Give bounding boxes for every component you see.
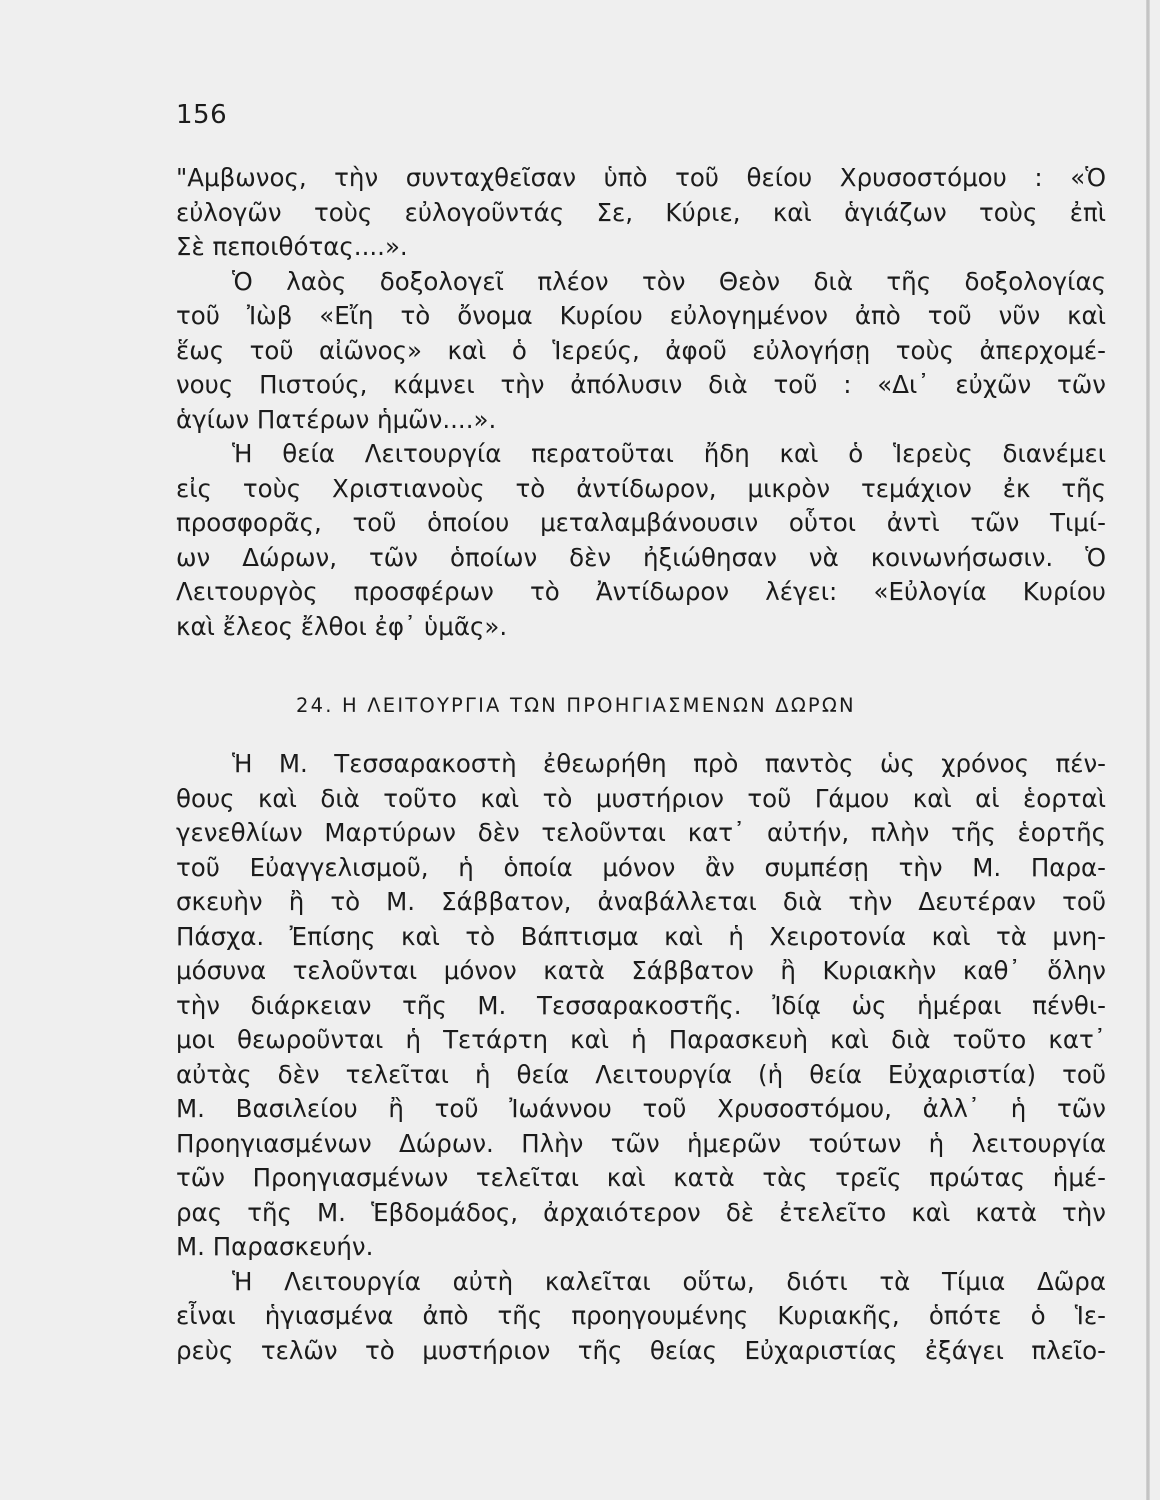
text-line: μοι θεωροῦνται ἡ Τετάρτη καὶ ἡ Παρασκευὴ καὶ διὰ τοῦτο κατ᾿: [176, 1025, 1106, 1054]
text-line: Μ. Παρασκευήν.: [176, 1232, 374, 1261]
text-line: αὐτὰς δὲν τελεῖται ἡ θεία Λειτουργία (ἡ θεία Εὐχαριστία) τοῦ: [176, 1059, 1106, 1089]
text-line: μόσυνα τελοῦνται μόνον κατὰ Σάββατον ἢ Κυριακὴν καθ᾿ ὅλην: [176, 956, 1106, 985]
text-line: καὶ ἔλεος ἔλθοι ἐφ᾿ ὑμᾶς».: [176, 611, 508, 641]
text-line: Ἡ Λειτουργία αὐτὴ καλεῖται οὕτω, διότι τὰ Τίμια Δῶρα: [232, 1266, 1106, 1296]
text-line: τοῦ Ἰὼβ «Εἴη τὸ ὄνομα Κυρίου εὐλογημένον ἀπὸ τοῦ νῦν καὶ: [176, 301, 1106, 330]
section-2-body: [176, 747, 1106, 1368]
section-1-body: [176, 161, 1106, 644]
text-line: τὴν διάρκειαν τῆς Μ. Τεσσαρακοστῆς. Ἰδίᾳ ὡς ἡμέραι πένθι-: [176, 990, 1106, 1020]
page-number: 156: [176, 100, 228, 130]
page-edge-shadow: [1146, 0, 1150, 1500]
text-line: ρεὺς τελῶν τὸ μυστήριον τῆς θείας Εὐχαριστίας ἐξάγει πλεῖο-: [176, 1335, 1106, 1365]
text-line: ἕως τοῦ αἰῶνος» καὶ ὁ Ἱερεύς, ἀφοῦ εὐλογήσῃ τοὺς ἀπερχομέ-: [176, 335, 1106, 365]
text-line: Σὲ πεποιθότας....».: [176, 232, 408, 261]
text-line: Προηγιασμένων Δώρων. Πλὴν τῶν ἡμερῶν τούτων ἡ λειτουργία: [176, 1128, 1106, 1158]
text-line: Πάσχα. Ἐπίσης καὶ τὸ Βάπτισμα καὶ ἡ Χειροτονία καὶ τὰ μνη-: [176, 921, 1106, 951]
text-line: εὐλογῶν τοὺς εὐλογοῦντάς Σε, Κύριε, καὶ ἁγιάζων τοὺς ἐπὶ: [176, 197, 1106, 227]
section-heading: 24. Η ΛΕΙΤΟΥΡΓΙΑ ΤΩΝ ΠΡΟΗΓΙΑΣΜΕΝΩΝ ΔΩΡΩΝ: [296, 694, 856, 717]
text-line: εἰς τοὺς Χριστιανοὺς τὸ ἀντίδωρον, μικρὸν τεμάχιον ἐκ τῆς: [176, 473, 1106, 503]
text-line: θους καὶ διὰ τοῦτο καὶ τὸ μυστήριον τοῦ Γάμου καὶ αἱ ἑορταὶ: [176, 783, 1106, 813]
text-line: ρας τῆς Μ. Ἑβδομάδος, ἀρχαιότερον δὲ ἐτελεῖτο καὶ κατὰ τὴν: [176, 1197, 1106, 1227]
text-line: νους Πιστούς, κάμνει τὴν ἀπόλυσιν διὰ τοῦ : «Δι᾿ εὐχῶν τῶν: [176, 370, 1106, 399]
text-line: ἁγίων Πατέρων ἡμῶν....».: [176, 404, 497, 434]
text-line: γενεθλίων Μαρτύρων δὲν τελοῦνται κατ᾿ αὐτήν, πλὴν τῆς ἑορτῆς: [176, 818, 1106, 847]
text-line: Ἡ θεία Λειτουργία περατοῦται ἤδη καὶ ὁ Ἱερεὺς διανέμει: [232, 439, 1106, 468]
text-line: Λειτουργὸς προσφέρων τὸ Ἀντίδωρον λέγει: «Εὐλογία Κυρίου: [176, 577, 1106, 606]
text-line: Ἡ Μ. Τεσσαρακοστὴ ἐθεωρήθη πρὸ παντὸς ὡς χρόνος πέν-: [232, 749, 1106, 778]
text-line: τῶν Προηγιασμένων τελεῖται καὶ κατὰ τὰς τρεῖς πρώτας ἡμέ-: [176, 1163, 1106, 1192]
text-line: Ὁ λαὸς δοξολογεῖ πλέον τὸν Θεὸν διὰ τῆς δοξολογίας: [232, 266, 1106, 296]
text-line: εἶναι ἡγιασμένα ἀπὸ τῆς προηγουμένης Κυριακῆς, ὁπότε ὁ Ἱε-: [176, 1301, 1106, 1330]
text-line: σκευὴν ἢ τὸ Μ. Σάββατον, ἀναβάλλεται διὰ τὴν Δευτέραν τοῦ: [176, 887, 1106, 916]
text-line: τοῦ Εὐαγγελισμοῦ, ἡ ὁποία μόνον ἂν συμπέσῃ τὴν Μ. Παρα-: [176, 852, 1106, 882]
text-line: προσφορᾶς, τοῦ ὁποίου μεταλαμβάνουσιν οὗτοι ἀντὶ τῶν Τιμί-: [176, 508, 1106, 537]
text-line: ων Δώρων, τῶν ὁποίων δὲν ἠξιώθησαν νὰ κοινωνήσωσιν. Ὁ: [176, 542, 1106, 572]
text-line: Μ. Βασιλείου ἢ τοῦ Ἰωάννου τοῦ Χρυσοστόμου, ἀλλ᾿ ἡ τῶν: [176, 1094, 1106, 1123]
text-line: "Αμβωνος, τὴν συνταχθεῖσαν ὑπὸ τοῦ θείου Χρυσοστόμου : «Ὁ: [176, 163, 1106, 192]
